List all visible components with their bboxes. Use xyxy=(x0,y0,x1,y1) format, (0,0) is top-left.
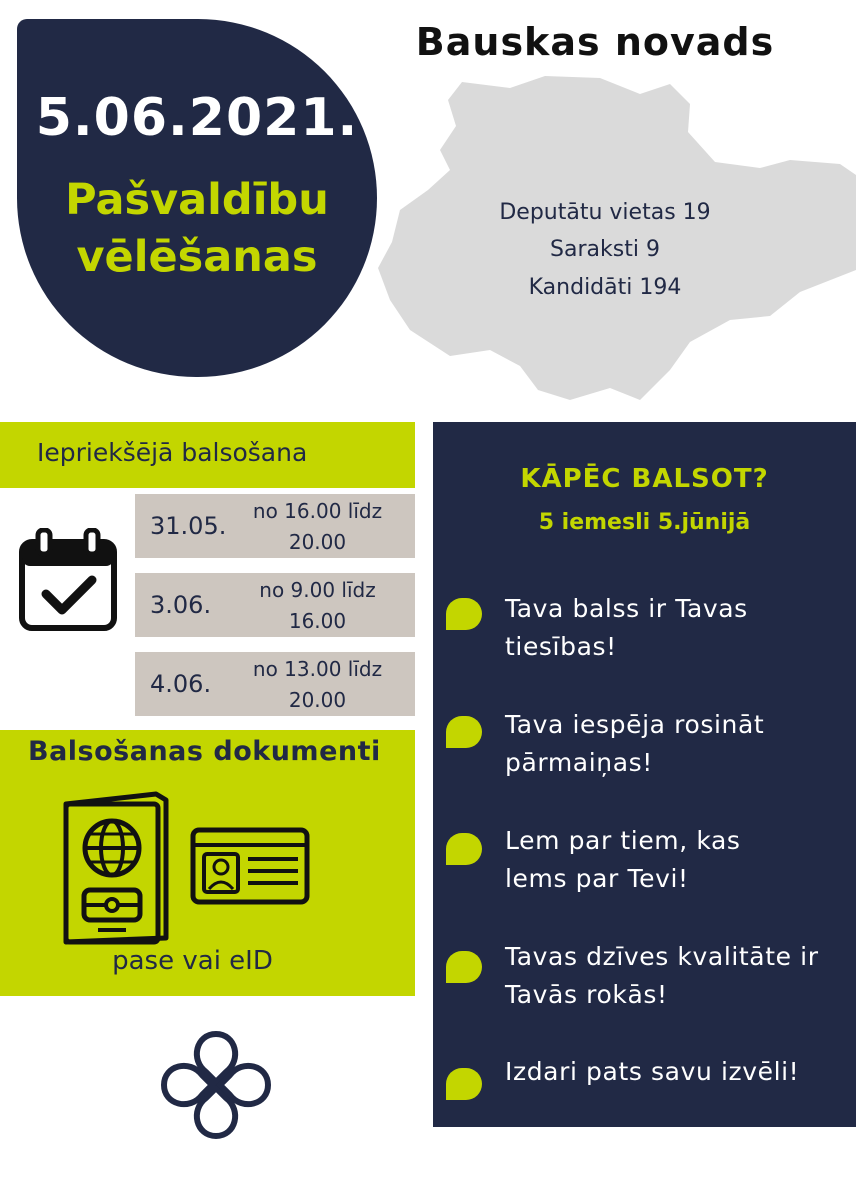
slot-time xyxy=(235,496,400,558)
slot-time-line2: 20.00 xyxy=(288,530,347,554)
logo-icon xyxy=(156,1026,276,1144)
title-line-1: Pašvaldību xyxy=(65,175,329,225)
slot-time-line1: no 9.00 līdz xyxy=(259,578,376,602)
speech-bubble-icon xyxy=(446,833,482,865)
reason-line1: Tava balss ir Tavas xyxy=(505,594,748,623)
slot-time-line2: 20.00 xyxy=(288,688,347,712)
stat-candidates: Kandidāti 194 xyxy=(528,275,682,300)
reason-line1: Lem par tiem, kas xyxy=(505,826,741,855)
why-vote-heading: KĀPĒC BALSOT? xyxy=(520,464,769,494)
election-title xyxy=(17,172,377,286)
slot-time-line1: no 13.00 līdz xyxy=(252,657,383,681)
reason-line1: Tavas dzīves kvalitāte ir xyxy=(505,942,819,971)
id-card-icon xyxy=(190,827,310,905)
reason-line2: Tavās rokās! xyxy=(505,980,668,1009)
stat-seats: Deputātu vietas 19 xyxy=(499,200,711,225)
election-date: 5.06.2021. xyxy=(35,88,359,148)
early-slot xyxy=(135,652,415,716)
stat-lists: Saraksti 9 xyxy=(550,237,660,262)
reason-line1: Izdari pats savu izvēli! xyxy=(505,1057,800,1086)
reason-line2: pārmaiņas! xyxy=(505,748,653,777)
slot-time xyxy=(235,575,400,637)
documents-label: Balsošanas dokumenti xyxy=(28,736,381,767)
region-name: Bauskas novads xyxy=(415,20,775,64)
calendar-check-icon xyxy=(16,528,120,634)
slot-time-line2: 16.00 xyxy=(288,609,347,633)
slot-date: 4.06. xyxy=(150,670,212,698)
documents-caption: pase vai eID xyxy=(112,946,273,976)
reason-item xyxy=(505,590,850,666)
speech-bubble-icon xyxy=(446,716,482,748)
why-vote-subheading: 5 iemesli 5.jūnijā xyxy=(538,510,751,535)
reason-item xyxy=(505,1053,850,1091)
speech-bubble-icon xyxy=(446,1068,482,1100)
slot-date: 31.05. xyxy=(150,512,227,540)
slot-time xyxy=(235,654,400,716)
early-slot xyxy=(135,494,415,558)
reason-item xyxy=(505,706,850,782)
speech-bubble-icon xyxy=(446,598,482,630)
early-slot xyxy=(135,573,415,637)
passport-icon xyxy=(60,790,176,946)
reason-item xyxy=(505,938,850,1014)
slot-time-line1: no 16.00 līdz xyxy=(252,499,383,523)
reason-line2: lems par Tevi! xyxy=(505,864,689,893)
title-line-2: vēlēšanas xyxy=(76,232,318,282)
reason-line1: Tava iespēja rosināt xyxy=(505,710,765,739)
slot-date: 3.06. xyxy=(150,591,212,619)
early-voting-label: Iepriekšējā balsošana xyxy=(37,438,308,467)
reason-item xyxy=(505,822,850,898)
reason-line2: tiesības! xyxy=(505,632,617,661)
speech-bubble-icon xyxy=(446,951,482,983)
